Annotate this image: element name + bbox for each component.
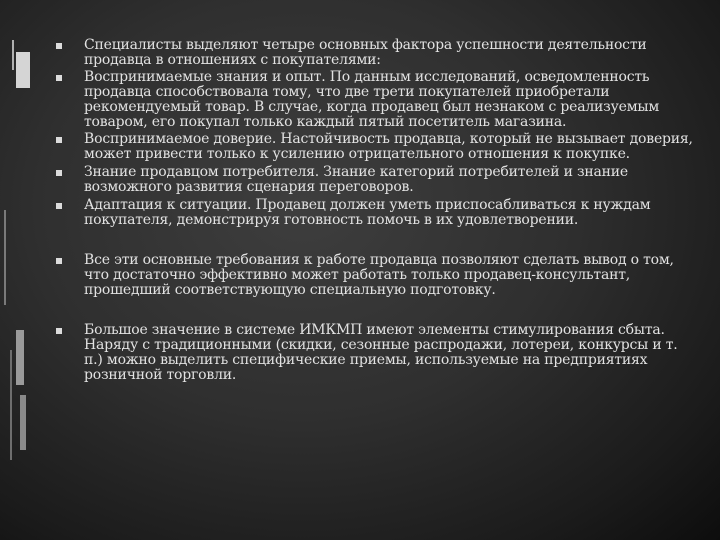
list-item (56, 198, 696, 228)
bullet-square-icon (56, 43, 62, 49)
decor-line (12, 40, 14, 70)
bullet-square-icon (56, 203, 62, 209)
decor-line (10, 350, 12, 460)
decor-block (16, 52, 30, 88)
bullet-square-icon (56, 75, 62, 81)
list-item-text: Все эти основные требования к работе продавца позволяют сделать вывод о том, что достаточно эффективно может работать только продавец-консультант, прошедший соответствующую специальную подготовку. (84, 252, 674, 298)
bullet-list (56, 38, 696, 383)
list-item-text: Адаптация к ситуации. Продавец должен уметь приспосабливаться к нуждам покупателя, демонстрируя готовность помочь в их удовлетворении. (84, 197, 651, 228)
list-item (56, 132, 696, 162)
list-item (56, 323, 696, 383)
list-item (56, 253, 696, 298)
list-item-text: Большое значение в системе ИМКМП имеют элементы стимулирования сбыта. Наряду с традиционными (скидки, сезонные распродажи, лотереи, конкурсы и т. п.) можно выделить специфические приемы, используемые на предприятиях розничной торговли. (84, 322, 678, 383)
bullet-square-icon (56, 170, 62, 176)
list-item-text: Воспринимаемые знания и опыт. По данным исследований, осведомленность продавца способствовала тому, что две трети покупателей приобретали рекомендуемый товар. В случае, когда продавец был незнаком с реализуемым товаром, его покупал только каждый пятый посетитель магазина. (84, 69, 660, 130)
left-decoration (0, 0, 34, 540)
list-item (56, 70, 696, 130)
bullet-square-icon (56, 258, 62, 264)
decor-block (16, 330, 24, 385)
list-item-text: Специалисты выделяют четыре основных фактора успешности деятельности продавца в отношениях с покупателями: (84, 37, 647, 68)
list-item-text: Знание продавцом потребителя. Знание категорий потребителей и знание возможного развития сценария переговоров. (84, 164, 629, 195)
decor-line (4, 210, 6, 305)
list-item (56, 165, 696, 195)
list-item-text: Воспринимаемое доверие. Настойчивость продавца, который не вызывает доверия, может привести только к усилению отрицательного отношения к покупке. (84, 131, 693, 162)
list-item (56, 38, 696, 68)
decor-block (20, 395, 26, 450)
bullet-square-icon (56, 137, 62, 143)
bullet-square-icon (56, 328, 62, 334)
